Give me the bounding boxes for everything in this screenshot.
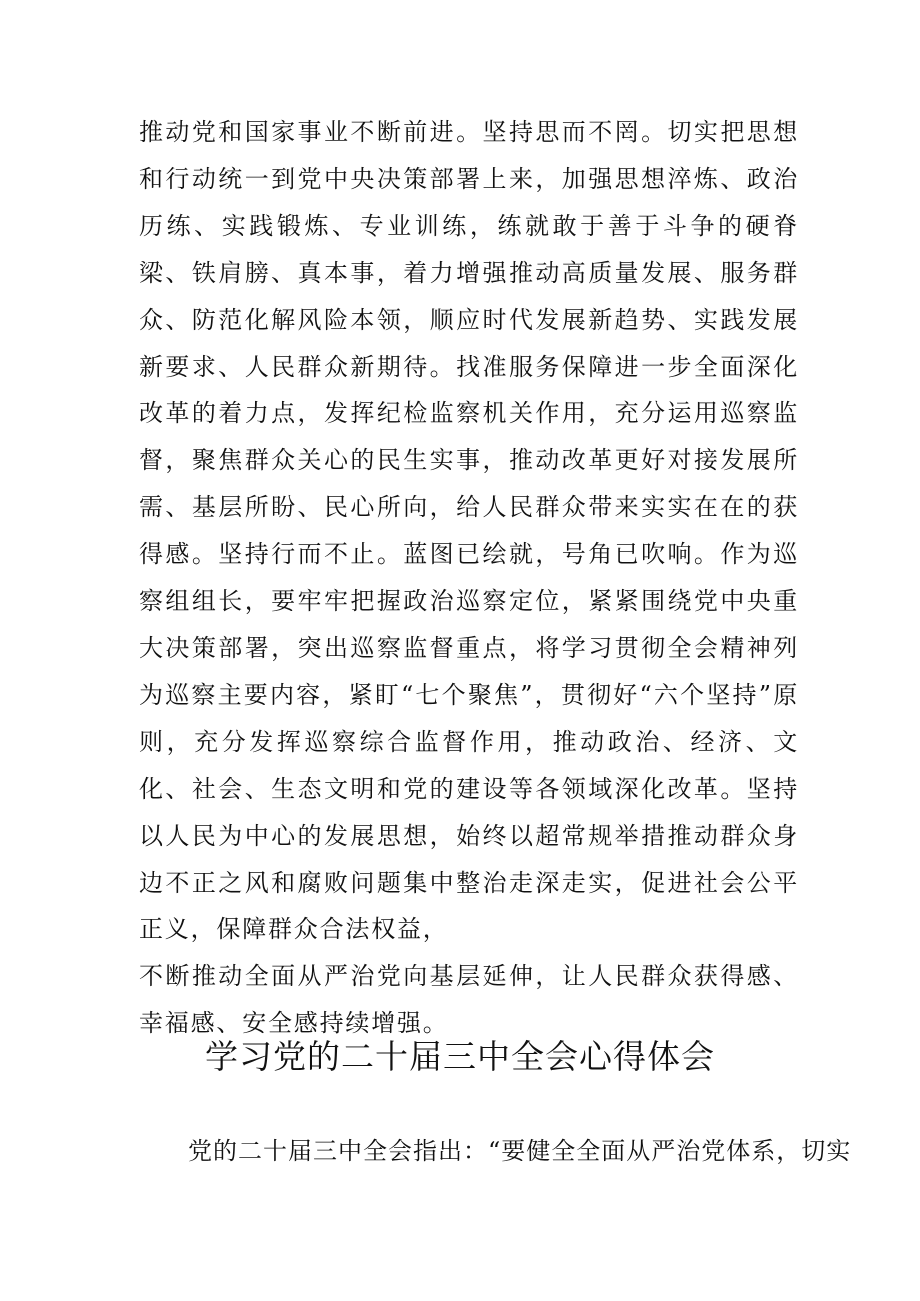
section-title: 学习党的二十届三中全会心得体会 <box>205 1037 715 1076</box>
paragraph-1: 推动党和国家事业不断前进。坚持思而不罔。切实把思想和行动统一到党中央决策部署上来，加强思想淬炼、政治历练、实践锻炼、专业训练，练就敢于善于斗争的硬脊梁、铁肩膀、真本事，着力增强推动高质量发展、服务群众、防范化解风险本领，顺应时代发展新趋势、实践发展新要求、人民群众新期待。找准服务保障进一步全面深化改革的着力点，发挥纪检监察机关作用，充分运用巡察监督，聚焦群众关心的民生实事，推动改革更好对接发展所需、基层所盼、民心所向，给人民群众带来实实在在的获得感。坚持行而不止。蓝图已绘就，号角已吹响。作为巡察组组长，要牢牢把握政治巡察定位，紧紧围绕党中央重大决策部署，突出巡察监督重点，将学习贯彻全会精神列为巡察主要内容，紧盯“七个聚焦”，贯彻好“六个坚持”原则，充分发挥巡察综合监督作用，推动政治、经济、文化、社会、生态文明和党的建设等各领域深化改革。坚持以人民为中心的发展思想，始终以超常规举措推动群众身边不正之风和腐败问题集中整治走深走实，促进社会公平正义，保障群众合法权益， <box>139 118 799 944</box>
body-text <box>139 109 799 1047</box>
paragraph-2: 不断推动全面从严治党向基层延伸，让人民群众获得感、幸福感、安全感持续增强。 <box>139 962 799 1038</box>
section-first-line: 党的二十届三中全会指出：“要健全全面从严治党体系，切实 <box>188 1137 852 1165</box>
